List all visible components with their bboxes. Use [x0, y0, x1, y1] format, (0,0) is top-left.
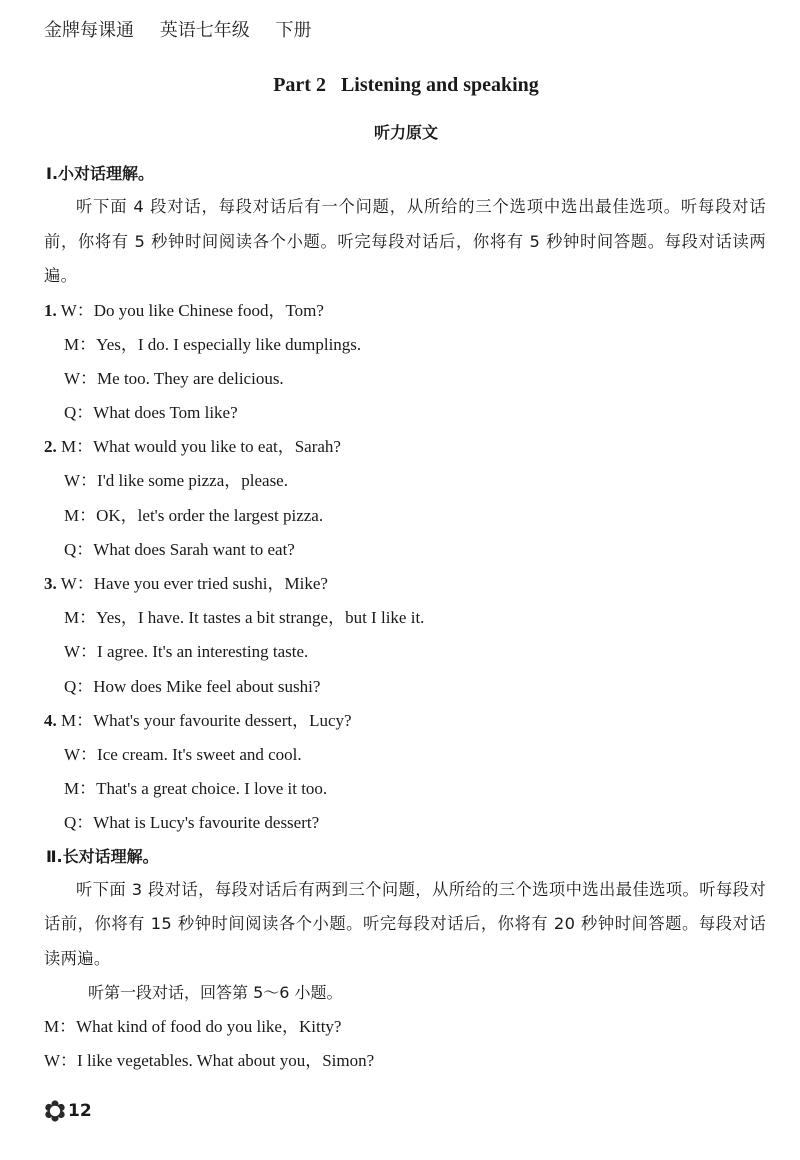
- question-line: Q：What does Tom like?: [64, 403, 238, 423]
- book-volume: 下册: [275, 20, 312, 41]
- part-title: Part 2 Listening and speaking: [273, 74, 539, 96]
- page-footer: [44, 1100, 92, 1122]
- dialogue-line: 3. W：Have you ever tried sushi，Mike?: [44, 574, 328, 593]
- question-line: Q：What does Sarah want to eat?: [64, 539, 295, 559]
- section-1-dialogues: [44, 294, 766, 841]
- dialogue-line: 2. M：What would you like to eat，Sarah?: [44, 437, 341, 457]
- section-2-instruction: 听下面 3 段对话，每段对话后有两到三个问题，从所给的三个选项中选出最佳选项。听每段对话前，你将有 15 秒钟时间阅读各个小题。听完每段对话后，你将有 20 秒钟时间答题。每段对话读两遍。: [44, 879, 766, 968]
- dialogue-line: M：What kind of food do you like，Kitty?: [44, 1017, 342, 1037]
- page-number: 12: [68, 1101, 92, 1121]
- dialogue-line: W：I'd like some pizza，please.: [64, 471, 288, 491]
- dialogue-line: M：OK，let's order the largest pizza.: [64, 505, 324, 525]
- dialogue-intro: 听第一段对话，回答第 5～6 小题。: [88, 983, 343, 1002]
- question-line: Q：What is Lucy's favourite dessert?: [64, 813, 320, 833]
- dialogue-line: M：Yes，I do. I especially like dumplings.: [64, 334, 362, 354]
- dialogue-line: W：I like vegetables. What about you，Simon?: [44, 1051, 375, 1071]
- book-subject: 英语七年级: [159, 20, 250, 41]
- flower-badge-icon: [44, 1100, 66, 1122]
- section-1-instruction: 听下面 4 段对话，每段对话后有一个问题，从所给的三个选项中选出最佳选项。听每段对话前，你将有 5 秒钟时间阅读各个小题。听完每段对话后，你将有 5 秒钟时间答题。每段对话读两遍。: [44, 197, 766, 285]
- dialogue-line: W：Ice cream. It's sweet and cool.: [64, 744, 302, 764]
- dialogue-line: 1. W：Do you like Chinese food，Tom?: [44, 300, 324, 320]
- dialogue-line: W：Me too. They are delicious.: [64, 368, 284, 388]
- dialogue-line: W：I agree. It's an interesting taste.: [64, 642, 309, 662]
- dialogue-line: M：That's a great choice. I love it too.: [64, 779, 328, 799]
- question-line: Q：How does Mike feel about sushi?: [64, 676, 321, 696]
- book-series: 金牌每课通: [44, 20, 134, 41]
- section-1-heading: Ⅰ.小对话理解。: [46, 164, 155, 183]
- page-content: [44, 158, 766, 1079]
- section-subtitle: 听力原文: [373, 123, 438, 142]
- dialogue-line: M：Yes，I have. It tastes a bit strange，but I like it.: [64, 608, 425, 628]
- section-2-heading: Ⅱ.长对话理解。: [46, 846, 159, 866]
- dialogue-line: 4. M：What's your favourite dessert，Lucy?: [44, 710, 352, 730]
- book-header: [44, 16, 331, 42]
